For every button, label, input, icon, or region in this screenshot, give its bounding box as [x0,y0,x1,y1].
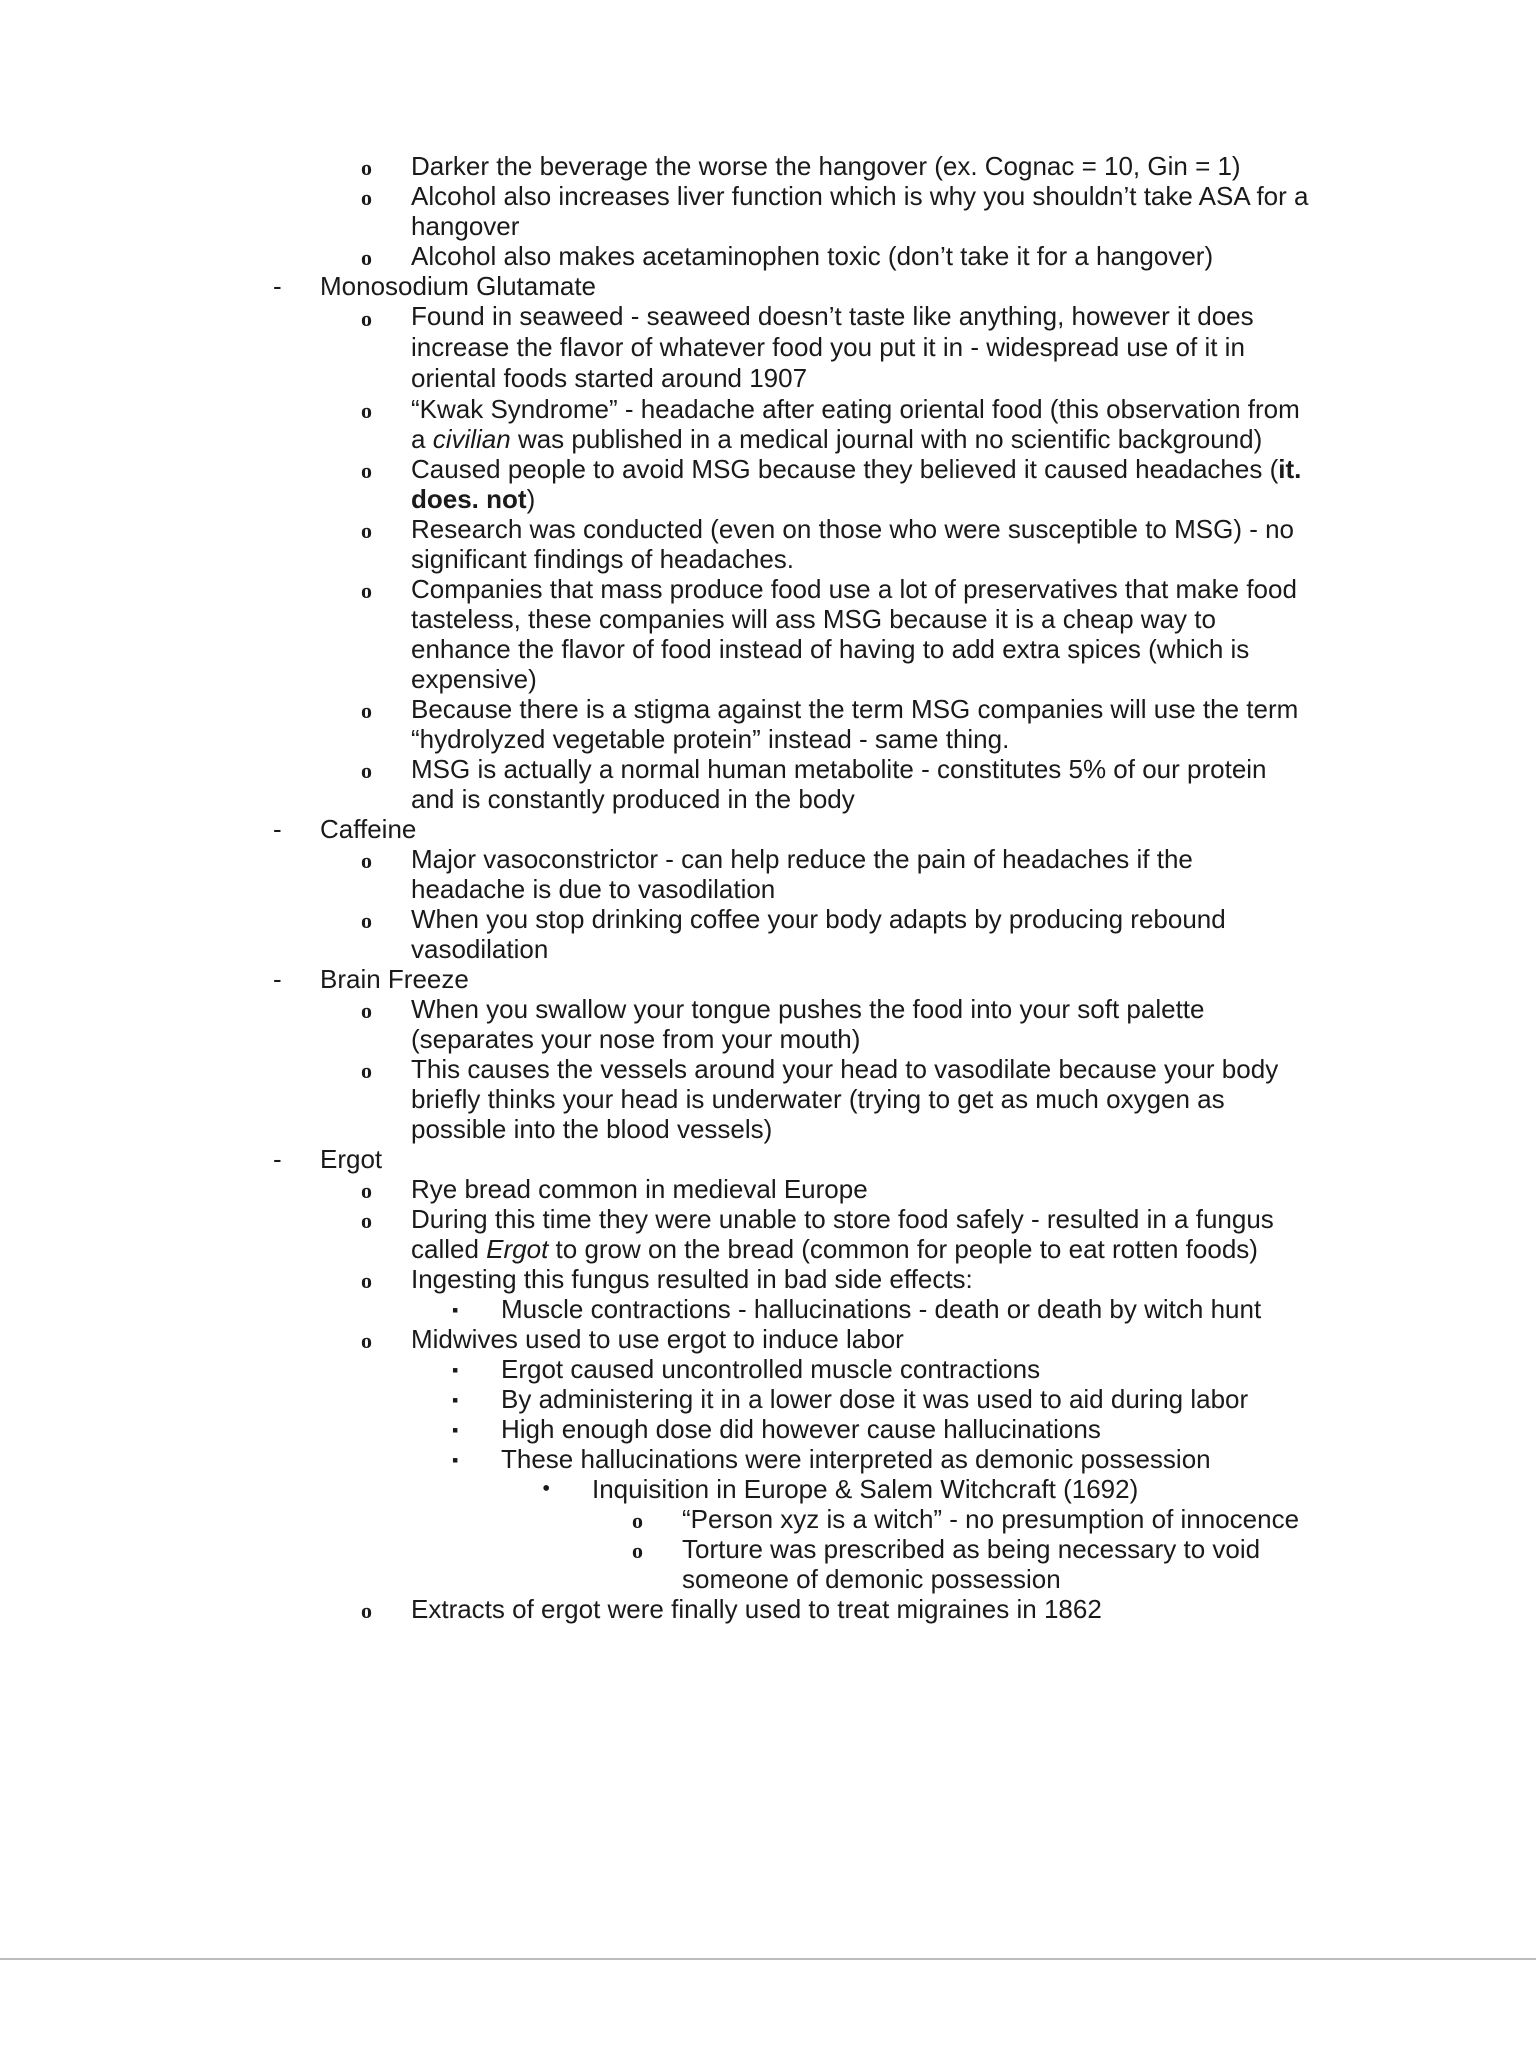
hollow-bullet-icon: o [361,848,372,873]
hollow-bullet-icon: o [361,398,372,423]
hollow-bullet-icon: o [361,518,372,543]
list-item-text: Found in seaweed - seaweed doesn’t taste like anything, however it does increase the flavor of whatever food you put it in - widespread use of it in oriental foods started around 1907 [411,301,1254,393]
hollow-bullet-icon: o [361,1178,372,1203]
text-segment: was published in a medical journal with no scientific background) [510,424,1263,454]
list-item [0,1474,1536,1504]
bullet-list [0,151,1536,1624]
list-item [0,1444,1536,1474]
list-item-text: MSG is actually a normal human metabolite - constitutes 5% of our protein and is constantly produced in the body [411,754,1267,814]
round-bullet-icon: • [542,1476,551,1502]
list-item [0,754,1536,814]
hollow-bullet-icon: o [361,1598,372,1623]
list-item-text: This causes the vessels around your head to vasodilate because your body briefly thinks your head is underwater (trying to get as much oxygen as possible into the blood vessels) [411,1054,1279,1144]
list-item-text [411,394,1311,454]
list-item [0,1354,1536,1384]
list-item-text: When you swallow your tongue pushes the food into your soft palette (separates your nose from your mouth) [411,994,1205,1054]
hollow-bullet-icon: o [361,1268,372,1293]
list-item [0,1594,1536,1624]
list-item [0,1054,1536,1144]
list-item-text [411,1204,1311,1264]
list-item-text: By administering it in a lower dose it was used to aid during labor [501,1384,1249,1414]
section-heading-text: Ergot [320,1144,383,1174]
hollow-bullet-icon: o [361,698,372,723]
italic-text: Ergot [486,1234,549,1264]
list-item-text: Rye bread common in medieval Europe [411,1174,868,1204]
list-item-text: These hallucinations were interpreted as demonic possession [501,1444,1211,1474]
page-divider [0,1958,1536,1960]
list-item [0,1264,1536,1294]
text-segment: “Kwak Syndrome” - headache after eating oriental food (this observation from a [411,394,1300,454]
list-item [0,514,1536,574]
list-item [0,904,1536,964]
section-heading-text: Caffeine [320,814,417,844]
list-item-text: Muscle contractions - hallucinations - death or death by witch hunt [501,1294,1262,1324]
list-item [0,454,1536,514]
square-bullet-icon: ▪ [452,1360,459,1380]
section-heading-msg [0,271,1536,301]
section-heading-caffeine [0,814,1536,844]
list-item-text: Because there is a stigma against the term MSG companies will use the term “hydrolyzed vegetable protein” instead - same thing. [411,694,1299,754]
text-segment: to grow on the bread (common for people to eat rotten foods) [548,1234,1258,1264]
list-item [0,151,1536,181]
hollow-bullet-icon: o [361,306,372,331]
square-bullet-icon: ▪ [452,1390,459,1410]
list-item-text: When you stop drinking coffee your body adapts by producing rebound vasodilation [411,904,1226,964]
list-item [0,1204,1536,1264]
list-item-text: Inquisition in Europe & Salem Witchcraft (1692) [592,1474,1139,1504]
list-item-text: Extracts of ergot were finally used to treat migraines in 1862 [411,1594,1102,1624]
hollow-bullet-icon: o [632,1538,643,1563]
hollow-bullet-icon: o [361,998,372,1023]
hollow-bullet-icon: o [361,1058,372,1083]
hollow-bullet-icon: o [361,155,372,180]
list-item-text: Ergot caused uncontrolled muscle contractions [501,1354,1041,1384]
hollow-bullet-icon: o [361,1208,372,1233]
hollow-bullet-icon: o [361,245,372,270]
list-item [0,1414,1536,1444]
list-item-text [411,454,1311,514]
list-item [0,1324,1536,1354]
list-item-text: Torture was prescribed as being necessary to void someone of demonic possession [682,1534,1261,1594]
list-item [0,844,1536,904]
square-bullet-icon: ▪ [452,1300,459,1320]
text-segment: Caused people to avoid MSG because they believed it caused headaches ( [411,454,1279,484]
hollow-bullet-icon: o [361,908,372,933]
list-item [0,301,1536,394]
list-item-text: Ingesting this fungus resulted in bad side effects: [411,1264,973,1294]
square-bullet-icon: ▪ [452,1450,459,1470]
list-item-text: Companies that mass produce food use a lot of preservatives that make food tasteless, these companies will ass MSG because it is a cheap way to enhance the flavor of food instead of having to add extra spices (which is expensive) [411,574,1297,694]
list-item [0,181,1536,241]
hollow-bullet-icon: o [361,758,372,783]
text-segment: ) [526,484,536,514]
hollow-bullet-icon: o [361,578,372,603]
list-item [0,1294,1536,1324]
section-heading-ergot [0,1144,1536,1174]
list-item [0,574,1536,694]
list-item [0,1534,1536,1594]
section-heading-brain-freeze [0,964,1536,994]
list-item-text: Midwives used to use ergot to induce labor [411,1324,904,1354]
list-item [0,241,1536,271]
list-item-text: Major vasoconstrictor - can help reduce the pain of headaches if the headache is due to vasodilation [411,844,1193,904]
section-heading-text: Monosodium Glutamate [320,271,597,301]
dash-bullet-icon: - [273,271,282,301]
dash-bullet-icon: - [273,814,282,844]
list-item-text: Darker the beverage the worse the hangover (ex. Cognac = 10, Gin = 1) [411,151,1241,181]
list-item [0,694,1536,754]
list-item-text: Research was conducted (even on those who were susceptible to MSG) - no significant findings of headaches. [411,514,1295,574]
italic-text: civilian [432,424,511,454]
hollow-bullet-icon: o [361,1328,372,1353]
list-item [0,1384,1536,1414]
hollow-bullet-icon: o [361,185,372,210]
list-item-text: High enough dose did however cause hallucinations [501,1414,1101,1444]
list-item [0,1174,1536,1204]
list-item [0,994,1536,1054]
dash-bullet-icon: - [273,964,282,994]
list-item [0,394,1536,454]
square-bullet-icon: ▪ [452,1420,459,1440]
list-item-text: Alcohol also increases liver function which is why you shouldn’t take ASA for a hangover [411,181,1309,241]
list-item [0,1504,1536,1534]
list-item-text: “Person xyz is a witch” - no presumption of innocence [682,1504,1300,1534]
text-segment: During this time they were unable to store food safely - resulted in a fungus called [411,1204,1274,1264]
dash-bullet-icon: - [273,1144,282,1174]
section-heading-text: Brain Freeze [320,964,469,994]
list-item-text: Alcohol also makes acetaminophen toxic (don’t take it for a hangover) [411,241,1214,271]
hollow-bullet-icon: o [361,458,372,483]
hollow-bullet-icon: o [632,1508,643,1533]
bold-text: it. does. not [411,454,1302,514]
